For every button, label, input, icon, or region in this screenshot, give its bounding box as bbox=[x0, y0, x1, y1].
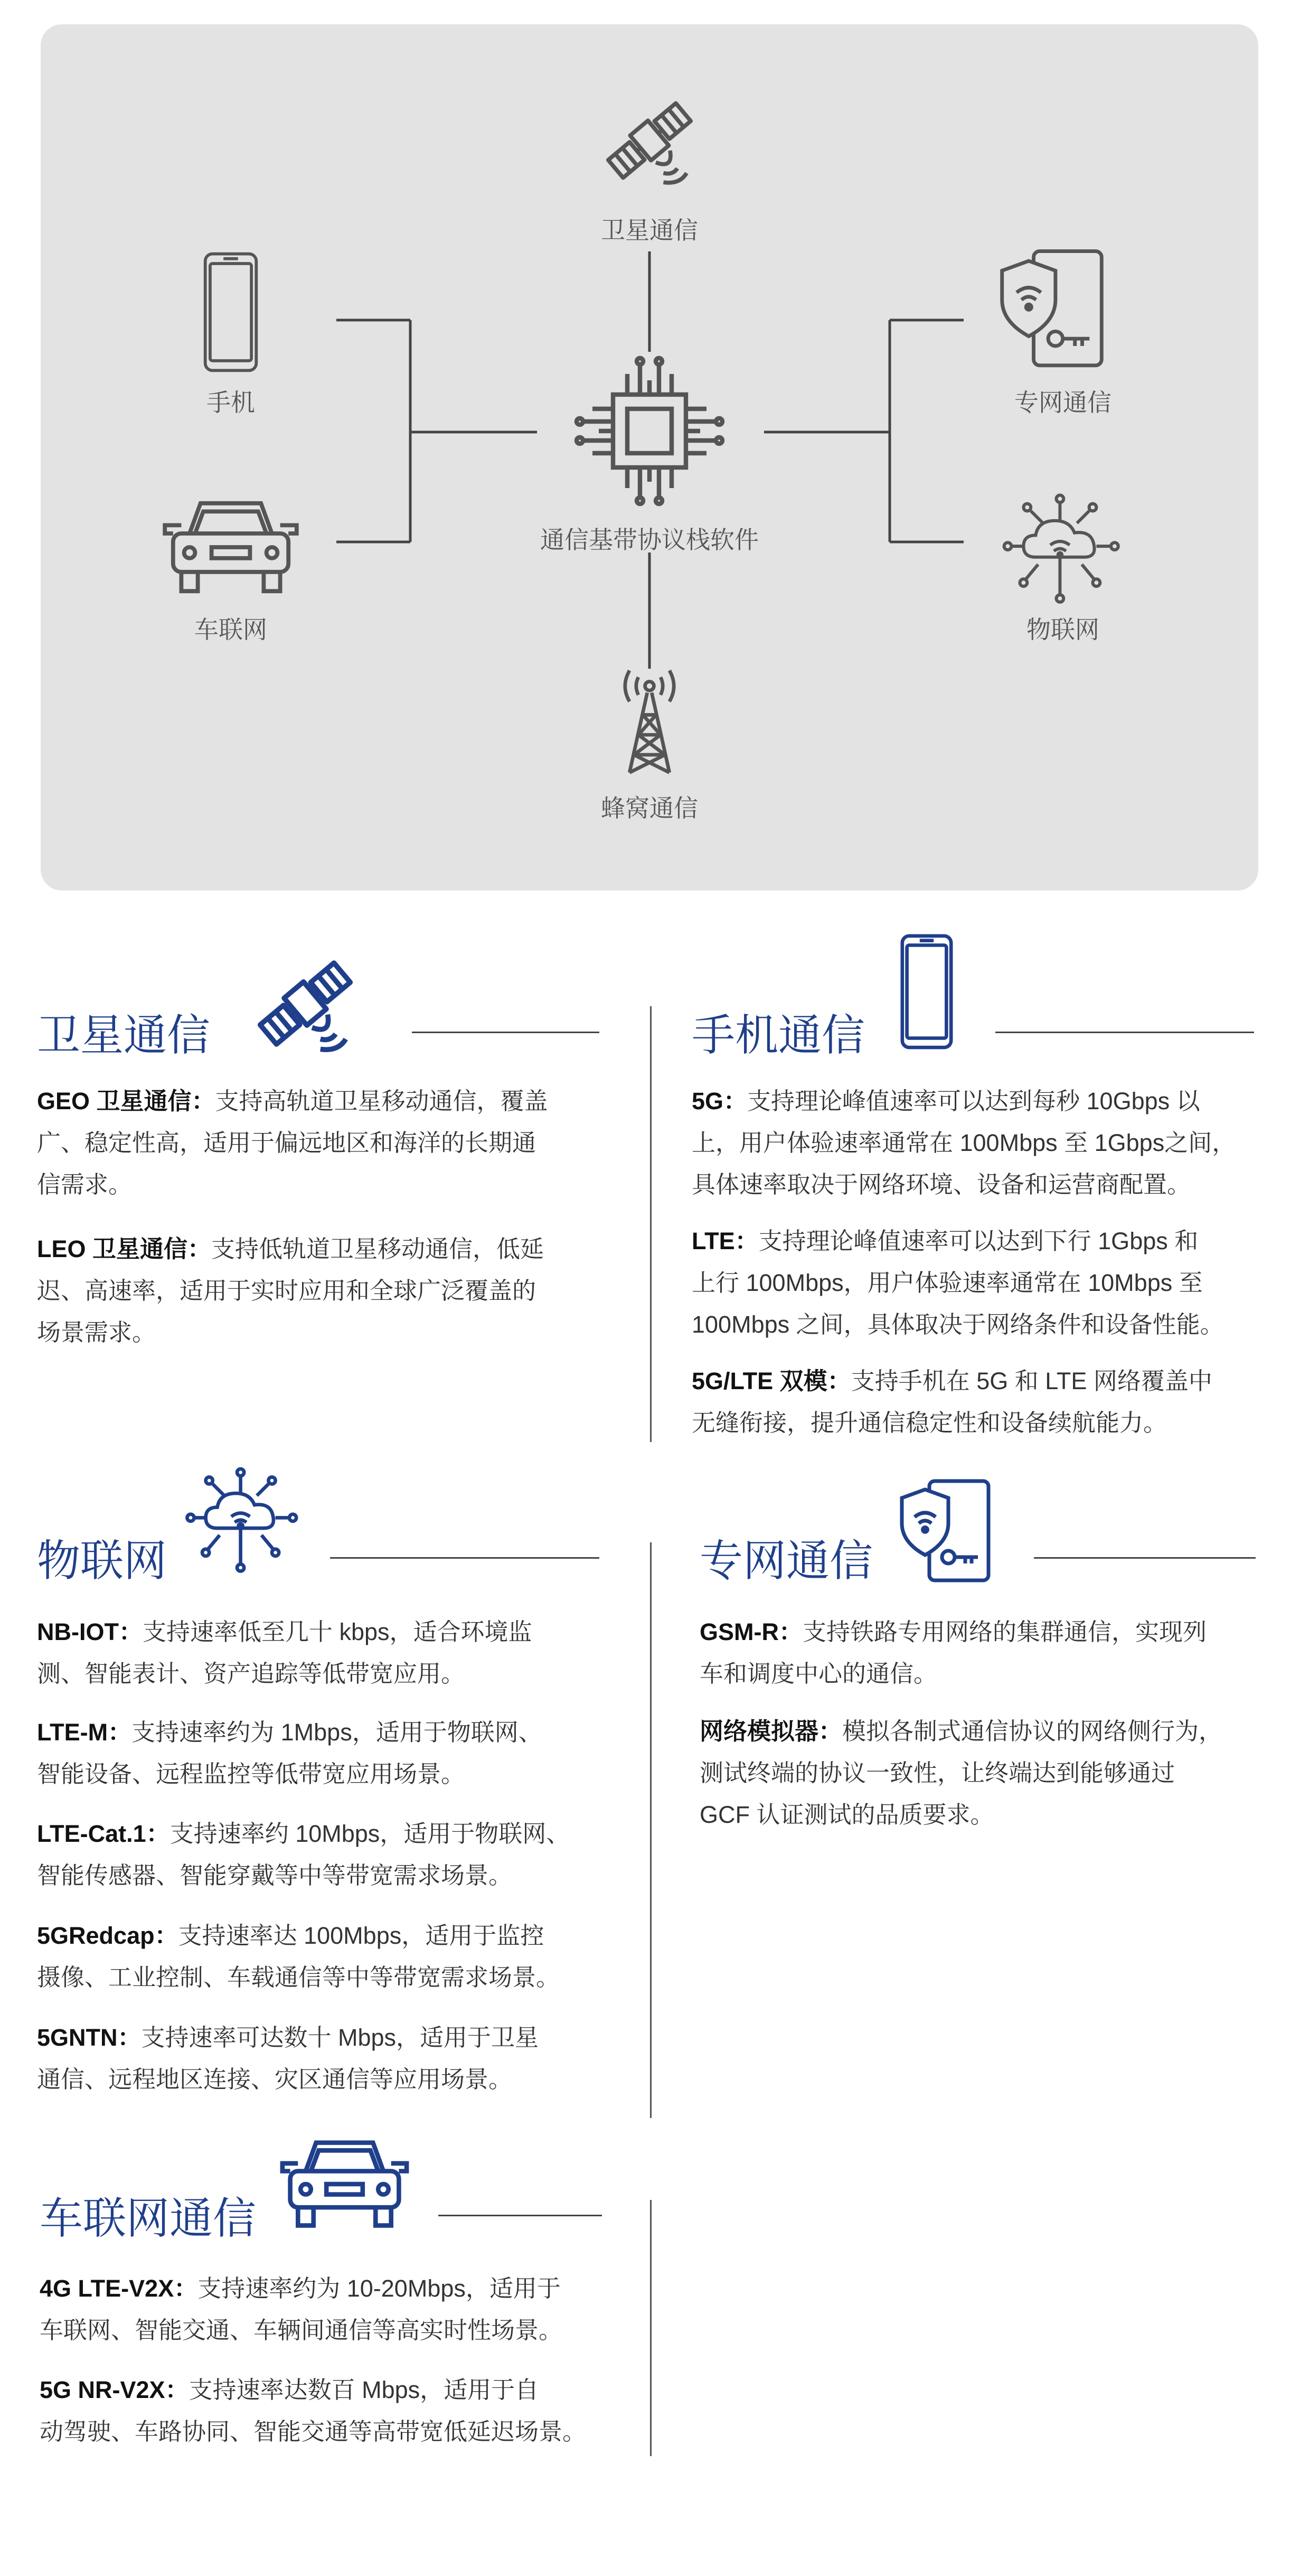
item-text: 100Mbps 之间，具体取决于网络条件和设备性能。 bbox=[692, 1311, 1224, 1338]
item-text: 支持低轨道卫星移动通信，低延 bbox=[211, 1235, 544, 1262]
chip-icon bbox=[570, 352, 729, 510]
satellite-item-leo bbox=[37, 1228, 613, 1353]
item-term: 5G/LTE 双模： bbox=[692, 1367, 851, 1394]
iot-item-ltem bbox=[37, 1711, 618, 1795]
item-term: GEO 卫星通信： bbox=[37, 1088, 215, 1114]
item-text: 支持铁路专用网络的集群通信，实现列 bbox=[803, 1618, 1207, 1645]
protocol-stack-diagram bbox=[41, 24, 1258, 891]
item-text: 模拟各制式通信协议的网络侧行为， bbox=[842, 1718, 1223, 1745]
item-text: 支持速率可达数十 Mbps，适用于卫星 bbox=[141, 2024, 539, 2051]
v2x-item-nr bbox=[40, 2369, 620, 2452]
phone-icon bbox=[199, 251, 262, 373]
phone-item-5g bbox=[692, 1080, 1273, 1205]
item-text: GCF 认证测试的品质要求。 bbox=[700, 1801, 994, 1828]
item-text: 场景需求。 bbox=[37, 1319, 156, 1346]
item-term: 5GRedcap： bbox=[37, 1922, 178, 1949]
car-label: 车联网 bbox=[194, 616, 267, 643]
item-term: LEO 卫星通信： bbox=[37, 1235, 212, 1262]
center-label: 通信基带协议栈软件 bbox=[540, 526, 759, 554]
item-text: 智能传感器、智能穿戴等中等带宽需求场景。 bbox=[37, 1862, 513, 1889]
item-term: 网络模拟器： bbox=[700, 1718, 843, 1745]
item-text: 支持速率达数百 Mbps，适用于自 bbox=[189, 2376, 539, 2403]
item-text: 车和调度中心的通信。 bbox=[700, 1660, 938, 1687]
item-text: 广、稳定性高，适用于偏远地区和海洋的长期通 bbox=[37, 1129, 536, 1156]
item-text: 测试终端的协议一致性，让终端达到能够通过 bbox=[700, 1759, 1175, 1786]
item-text: 支持速率约 10Mbps，适用于物联网、 bbox=[169, 1820, 570, 1847]
iot-label: 物联网 bbox=[1026, 616, 1099, 643]
v2x-item-lte bbox=[40, 2268, 620, 2351]
item-text: 通信、远程地区连接、灾区通信等应用场景。 bbox=[37, 2066, 513, 2093]
item-text: 支持高轨道卫星移动通信，覆盖 bbox=[215, 1088, 548, 1114]
section-rule-satellite bbox=[412, 1032, 599, 1033]
item-term: 4G LTE-V2X： bbox=[40, 2275, 198, 2302]
section-title-iot: 物联网 bbox=[37, 1537, 167, 1585]
iot-item-5gredcap bbox=[37, 1915, 618, 1998]
item-term: LTE-Cat.1： bbox=[37, 1820, 170, 1847]
item-term: LTE： bbox=[692, 1228, 759, 1254]
item-text: 支持速率低至几十 kbps，适合环境监 bbox=[142, 1618, 532, 1645]
cellular-tower-icon bbox=[605, 666, 694, 777]
item-text: 支持速率达 100Mbps，适用于监控 bbox=[178, 1922, 544, 1949]
private-network-label: 专网通信 bbox=[1014, 389, 1111, 416]
item-text: 支持速率约为 1Mbps，适用于物联网、 bbox=[131, 1719, 542, 1746]
item-text: 上行 100Mbps，用户体验速率通常在 10Mbps 至 bbox=[692, 1269, 1203, 1296]
item-text: 迟、高速率，适用于实时应用和全球广泛覆盖的 bbox=[37, 1277, 536, 1304]
item-text: 具体速率取决于网络环境、设备和运营商配置。 bbox=[692, 1171, 1191, 1198]
private-item-simulator bbox=[700, 1710, 1280, 1835]
item-text: 摄像、工业控制、车载通信等中等带宽需求场景。 bbox=[37, 1964, 560, 1991]
car-icon bbox=[280, 2131, 409, 2237]
item-term: 5G NR-V2X： bbox=[40, 2376, 189, 2403]
car-icon bbox=[162, 489, 299, 605]
satellite-item-geo bbox=[37, 1080, 613, 1205]
item-text: 车联网、智能交通、车辆间通信等高实时性场景。 bbox=[40, 2317, 563, 2344]
iot-item-nbiot bbox=[37, 1611, 618, 1694]
section-rule-phone bbox=[995, 1032, 1254, 1033]
section-title-satellite: 卫星通信 bbox=[37, 1011, 211, 1060]
phone-item-dual bbox=[692, 1360, 1273, 1444]
item-text: 动驾驶、车路协同、智能交通等高带宽低延迟场景。 bbox=[40, 2418, 587, 2445]
item-text: 支持理论峰值速率可以达到下行 1Gbps 和 bbox=[758, 1228, 1199, 1254]
item-text: 测、智能表计、资产追踪等低带宽应用。 bbox=[37, 1660, 465, 1687]
section-rule-v2x bbox=[438, 2215, 602, 2216]
item-term: NB-IOT： bbox=[37, 1618, 143, 1645]
item-text: 支持理论峰值速率可以达到每秒 10Gbps 以 bbox=[747, 1088, 1200, 1114]
satellite-icon bbox=[242, 940, 369, 1067]
item-text: 信需求。 bbox=[37, 1171, 133, 1198]
section-rule-iot bbox=[330, 1557, 599, 1559]
section-title-private: 专网通信 bbox=[700, 1537, 873, 1585]
item-term: GSM-R： bbox=[700, 1618, 803, 1645]
item-text: 支持速率约为 10-20Mbps，适用于 bbox=[197, 2275, 561, 2302]
item-term: 5GNTN： bbox=[37, 2024, 142, 2051]
column-divider bbox=[650, 1006, 652, 1442]
column-divider bbox=[650, 1542, 652, 2118]
item-text: 上，用户体验速率通常在 100Mbps 至 1Gbps之间， bbox=[692, 1129, 1236, 1156]
item-term: LTE-M： bbox=[37, 1719, 132, 1746]
section-title-phone: 手机通信 bbox=[692, 1011, 865, 1060]
satellite-label: 卫星通信 bbox=[601, 217, 698, 244]
iot-cloud-icon bbox=[1002, 489, 1123, 611]
phone-item-lte bbox=[692, 1220, 1273, 1345]
private-item-gsmr bbox=[700, 1611, 1280, 1694]
item-text: 智能设备、远程监控等低带宽应用场景。 bbox=[37, 1760, 465, 1787]
item-term: 5G： bbox=[692, 1088, 748, 1114]
iot-item-ltecat1 bbox=[37, 1813, 618, 1896]
column-divider bbox=[650, 2200, 652, 2456]
shield-device-icon bbox=[996, 249, 1107, 370]
shield-device-icon bbox=[892, 1479, 998, 1585]
iot-item-5gntn bbox=[37, 2017, 618, 2100]
phone-label: 手机 bbox=[206, 389, 255, 416]
cellular-label: 蜂窝通信 bbox=[601, 794, 698, 822]
section-rule-private bbox=[1034, 1557, 1256, 1559]
item-text: 支持手机在 5G 和 LTE 网络覆盖中 bbox=[851, 1367, 1212, 1394]
phone-icon bbox=[898, 932, 956, 1051]
satellite-icon bbox=[591, 82, 708, 199]
iot-cloud-icon bbox=[185, 1463, 301, 1579]
item-text: 无缝衔接，提升通信稳定性和设备续航能力。 bbox=[692, 1409, 1167, 1436]
section-title-v2x: 车联网通信 bbox=[40, 2195, 257, 2243]
